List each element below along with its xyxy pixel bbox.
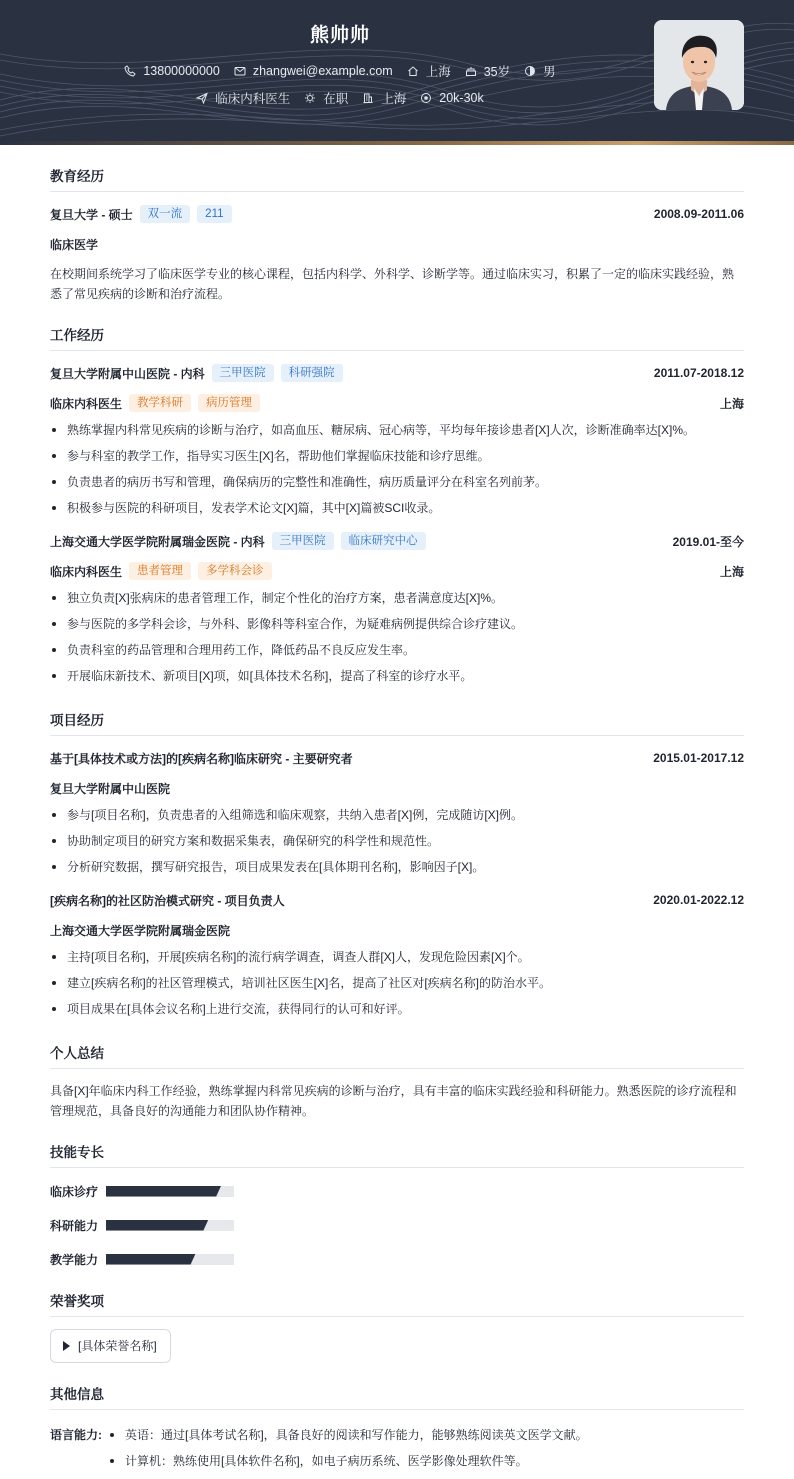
skill-name: 科研能力: [50, 1218, 99, 1233]
resume-body: [0, 165, 794, 1474]
location-info: [407, 62, 451, 80]
summary-text: 具备[X]年临床内科工作经验，熟练掌握内科常见疾病的诊断与治疗，具有丰富的临床实践经验和科研能力。熟悉医院的诊疗流程和管理规范，具备良好的沟通能力和团队协作精神。: [50, 1084, 737, 1118]
education-header-row: [50, 204, 744, 224]
work-bullets: [50, 585, 744, 689]
gender-text: 男: [543, 65, 556, 79]
work-org: [50, 364, 343, 382]
list-item: 项目成果在[具体会议名称]上进行交流，获得同行的认可和好评。: [50, 996, 744, 1022]
list-item: 参与科室的教学工作，指导实习医生[X]名，帮助他们掌握临床技能和诊疗思维。: [50, 443, 744, 469]
list-item: 积极参与医院的科研项目，发表学术论文[X]篇，其中[X]篇被SCI收录。: [50, 495, 744, 521]
work-city: 上海: [719, 396, 744, 411]
work-date: 2011.07-2018.12: [653, 366, 744, 380]
education-description: 在校期间系统学习了临床医学专业的核心课程，包括内科学、外科学、诊断学等。通过临床实习，积累了一定的临床实践经验，熟悉了常见疾病的诊断和治疗流程。: [50, 267, 735, 301]
language-label: 语言能力:: [50, 1428, 102, 1442]
list-item: 协助制定项目的研究方案和数据采集表，确保研究的科学性和规范性。: [50, 828, 744, 854]
work-bullets: [50, 417, 744, 521]
header-accent-line: [0, 141, 794, 145]
city-text: 上海: [381, 92, 407, 106]
skill-bar-fill: [106, 1220, 208, 1231]
location-text: 上海: [425, 65, 451, 79]
language-row: [50, 1422, 744, 1474]
skill-bar: [106, 1186, 234, 1197]
phone-info: [124, 64, 219, 78]
work-role-row: [50, 561, 744, 581]
section-title: 个人总结: [50, 1042, 744, 1069]
project-name: 基于[具体技术或方法]的[疾病名称]临床研究 - 主要研究者: [50, 751, 353, 766]
org-tag: 三甲医院: [272, 532, 334, 550]
skills-list: [50, 1180, 744, 1282]
position-info: [196, 89, 290, 107]
list-item: 开展临床新技术、新项目[X]项，如[具体技术名称]，提高了科室的诊疗水平。: [50, 663, 744, 689]
project-org-row: [50, 778, 744, 798]
honors-section: [50, 1290, 744, 1363]
status-info: [304, 89, 348, 107]
skill-bar-fill: [106, 1186, 221, 1197]
project-header-row: [50, 748, 744, 768]
skill-name: 教学能力: [50, 1252, 99, 1267]
other-bullets: [108, 1422, 588, 1474]
work-role-row: [50, 393, 744, 413]
section-title: 工作经历: [50, 324, 744, 351]
project-org: 上海交通大学医学院附属瑞金医院: [50, 923, 231, 938]
section-title: 项目经历: [50, 709, 744, 736]
home-icon: [407, 65, 419, 77]
age-icon: [465, 65, 477, 77]
list-item: 负责科室的药品管理和合理用药工作，降低药品不良反应发生率。: [50, 637, 744, 663]
salary-text: 20k-30k: [439, 91, 484, 105]
role-tag: 多学科会诊: [198, 562, 272, 580]
candidate-name: 熊帅帅: [309, 25, 370, 46]
email-info: [234, 64, 393, 78]
job-intent-row: [0, 89, 680, 107]
list-item: 参与医院的多学科会诊，与外科、影像科等科室合作，为疑难病例提供综合诊疗建议。: [50, 611, 744, 637]
email-text: zhangwei@example.com: [252, 64, 393, 78]
project-bullets: [50, 802, 744, 880]
list-item: 独立负责[X]张病床的患者管理工作，制定个性化的治疗方案，患者满意度达[X]%。: [50, 585, 744, 611]
work-date: 2019.01-至今: [672, 534, 744, 549]
other-section: [50, 1383, 744, 1474]
list-item: 计算机：熟练使用[具体软件名称]，如电子病历系统、医学影像处理软件等。: [108, 1448, 588, 1474]
skill-name: 临床诊疗: [50, 1184, 99, 1199]
play-triangle-icon: [63, 1341, 70, 1351]
project-date: 2015.01-2017.12: [653, 751, 744, 765]
list-item: 建立[疾病名称]的社区管理模式，培训社区医生[X]名，提高了社区对[疾病名称]的防治水平。: [50, 970, 744, 996]
role-tag: 病历管理: [198, 394, 260, 412]
org-tag: 临床研究中心: [341, 532, 426, 550]
salary-info: [420, 91, 483, 105]
list-item: 分析研究数据，撰写研究报告，项目成果发表在[具体期刊名称]，影响因子[X]。: [50, 854, 744, 880]
education-major: 临床医学: [50, 237, 99, 252]
org-name: 复旦大学附属中山医院 - 内科: [50, 366, 205, 381]
email-icon: [234, 65, 246, 77]
school-tag: 双一流: [140, 205, 191, 223]
project-entry: [50, 890, 744, 1022]
avatar: [654, 20, 744, 110]
age-text: 35岁: [483, 65, 511, 79]
skills-section: [50, 1141, 744, 1282]
section-title: 荣誉奖项: [50, 1290, 744, 1317]
skill-bar: [106, 1220, 234, 1231]
gender-icon: [524, 65, 536, 77]
contact-row: [0, 62, 680, 80]
list-item: 英语：通过[具体考试名称]，具备良好的阅读和写作能力，能够熟练阅读英文医学文献。: [108, 1422, 588, 1448]
skill-bar-fill: [106, 1254, 196, 1265]
skill-item: [50, 1214, 403, 1236]
summary-section: [50, 1042, 744, 1121]
project-org-row: [50, 920, 744, 940]
gender-info: [524, 62, 556, 80]
list-item: 主持[项目名称]，开展[疾病名称]的流行病学调查，调查人群[X]人，发现危险因素[X]个。: [50, 944, 744, 970]
work-section: [50, 324, 744, 689]
list-item: 负责患者的病历书写和管理，确保病历的完整性和准确性，病历质量评分在科室名列前茅。: [50, 469, 744, 495]
org-name: 上海交通大学医学院附属瑞金医院 - 内科: [50, 534, 265, 549]
skill-item: [50, 1248, 403, 1270]
phone-text: 13800000000: [143, 64, 220, 78]
school-tag: 211: [197, 205, 231, 223]
work-city: 上海: [719, 564, 744, 579]
work-entry: [50, 363, 744, 521]
honor-toggle-button[interactable]: [50, 1329, 171, 1363]
status-icon: [304, 92, 316, 104]
age-info: [465, 62, 510, 80]
work-org: [50, 532, 426, 550]
list-item: 参与[项目名称]，负责患者的入组筛选和临床观察，共纳入患者[X]例，完成随访[X]例。: [50, 802, 744, 828]
salary-icon: [420, 92, 432, 104]
building-icon: [362, 92, 374, 104]
honor-item-label: [具体荣誉名称]: [78, 1339, 157, 1353]
section-title: 技能专长: [50, 1141, 744, 1168]
project-entry: [50, 748, 744, 880]
skill-item: [50, 1180, 403, 1202]
project-section: [50, 709, 744, 1022]
work-entry: [50, 531, 744, 689]
list-item: 熟练掌握内科常见疾病的诊断与治疗，如高血压、糖尿病、冠心病等，平均每年接诊患者[X]人次，诊断准确率达[X]%。: [50, 417, 744, 443]
project-bullets: [50, 944, 744, 1022]
education-section: [50, 165, 744, 304]
city-info: [362, 89, 406, 107]
role-name: 临床内科医生: [50, 396, 123, 411]
education-school: [50, 205, 232, 223]
org-tag: 科研强院: [281, 364, 343, 382]
skill-bar: [106, 1254, 234, 1265]
education-date: 2008.09-2011.06: [653, 207, 744, 221]
send-icon: [196, 92, 208, 104]
role-tag: 患者管理: [129, 562, 191, 580]
section-title: 教育经历: [50, 165, 744, 192]
work-role: [50, 562, 272, 580]
project-date: 2020.01-2022.12: [653, 893, 744, 907]
project-org: 复旦大学附属中山医院: [50, 781, 171, 796]
position-text: 临床内科医生: [215, 92, 291, 106]
status-text: 在职: [323, 92, 349, 106]
section-title: 其他信息: [50, 1383, 744, 1410]
profile-photo: [654, 20, 744, 110]
project-name: [疾病名称]的社区防治模式研究 - 项目负责人: [50, 893, 285, 908]
role-name: 临床内科医生: [50, 564, 123, 579]
project-header-row: [50, 890, 744, 910]
org-tag: 三甲医院: [212, 364, 274, 382]
work-role: [50, 394, 260, 412]
work-org-row: [50, 363, 744, 383]
resume-header: [0, 0, 794, 141]
role-tag: 教学科研: [129, 394, 191, 412]
phone-icon: [124, 65, 136, 77]
work-org-row: [50, 531, 744, 551]
education-major-row: [50, 234, 744, 254]
school-name: 复旦大学 - 硕士: [50, 207, 133, 222]
